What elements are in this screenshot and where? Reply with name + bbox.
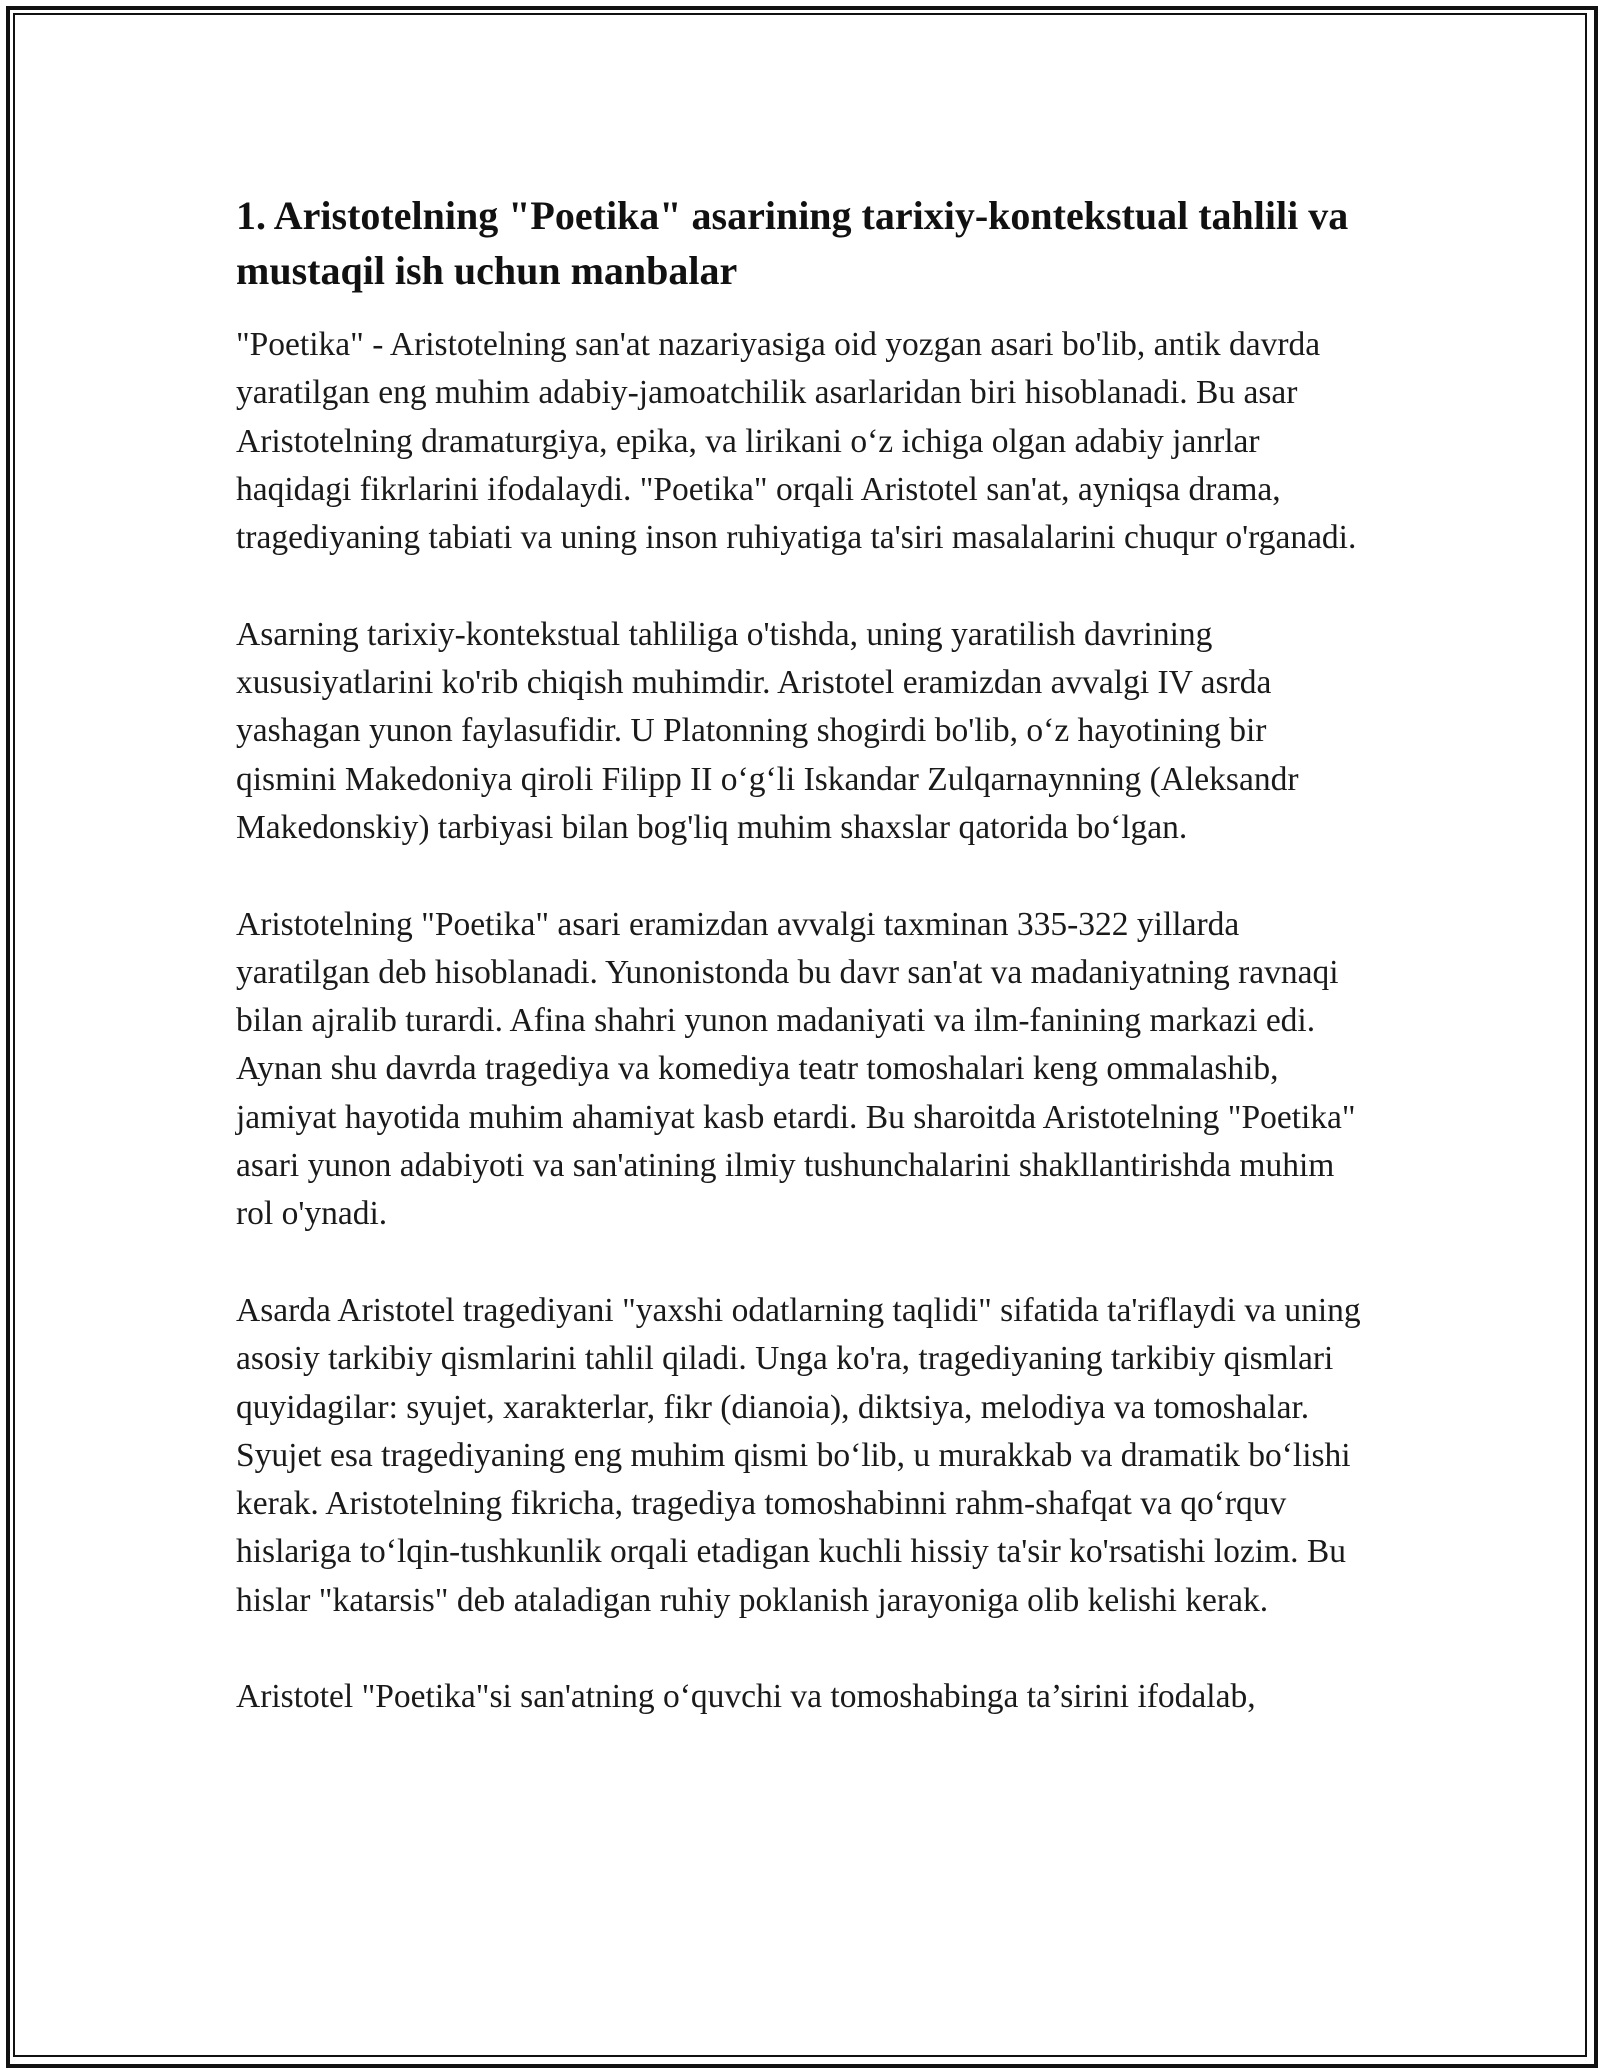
paragraph-2: Asarning tarixiy-kontekstual tahliliga o'tishda, uning yaratilish davrining xususiyatlarini ko'rib chiqish muhimdir. Aristotel eramizdan avvalgi IV asrda yashagan yunon faylasufidir. U Platonning shogirdi bo'lib, o‘z hayotining bir qismini Makedoniya qiroli Filipp II o‘g‘li Iskandar Zulqarnaynning (Aleksandr Makedonskiy) tarbiyasi bilan bog'liq muhim shaxslar qatorida bo‘lgan. xyxy=(236,615,1299,846)
paragraph-1: "Poetika" - Aristotelning san'at nazariyasiga oid yozgan asari bo'lib, antik davrda yaratilgan eng muhim adabiy-jamoatchilik asarlaridan biri hisoblanadi. Bu asar Aristotelning dramaturgiya, epika, va lirikani o‘z ichiga olgan adabiy janrlar haqidagi fikrlarini ifodalaydi. "Poetika" orqali Aristotel san'at, ayniqsa drama, tragediyaning tabiati va uning inson ruhiyatiga ta'siri masalalarini chuqur o'rganadi. xyxy=(236,326,1357,557)
paragraph-4: Asarda Aristotel tragediyani "yaxshi odatlarning taqlidi" sifatida ta'riflaydi va uning asosiy tarkibiy qismlarini tahlil qiladi. Unga ko'ra, tragediyaning tarkibiy qismlari quyidagilar: syujet, xarakterlar, fikr (dianoia), diktsiya, melodiya va tomoshalar. Syujet esa tragediyaning eng muhim qismi bo‘lib, u murakkab va dramatik bo‘lishi kerak. Aristotelning fikricha, tragediya tomoshabinni rahm-shafqat va qo‘rquv hislariga to‘lqin-tushkunlik orqali etadigan kuchli hissiy ta'sir ko'rsatishi lozim. Bu hislar "katarsis" deb ataladigan ruhiy poklanish jarayoniga olib kelishi kerak. xyxy=(236,1291,1361,1619)
document-page xyxy=(236,188,1366,1770)
paragraph-5: Aristotel "Poetika"si san'atning o‘quvchi va tomoshabinga ta’sirini ifodalab, xyxy=(236,1678,1256,1716)
paragraph-3: Aristotelning "Poetika" asari eramizdan avvalgi taxminan 335-322 yillarda yaratilgan deb hisoblanadi. Yunonistonda bu davr san'at va madaniyatning ravnaqi bilan ajralib turardi. Afina shahri yunon madaniyati va ilm-fanining markazi edi. Aynan shu davrda tragediya va komediya teatr tomoshalari keng ommalashib, jamiyat hayotida muhim ahamiyat kasb etardi. Bu sharoitda Aristotelning "Poetika" asari yunon adabiyoti va san'atining ilmiy tushunchalarini shakllantirishda muhim rol o'ynadi. xyxy=(236,905,1356,1233)
section-heading: 1. Aristotelning "Poetika" asarining tarixiy-kontekstual tahlili va mustaqil ish uchun manbalar xyxy=(236,193,1349,293)
